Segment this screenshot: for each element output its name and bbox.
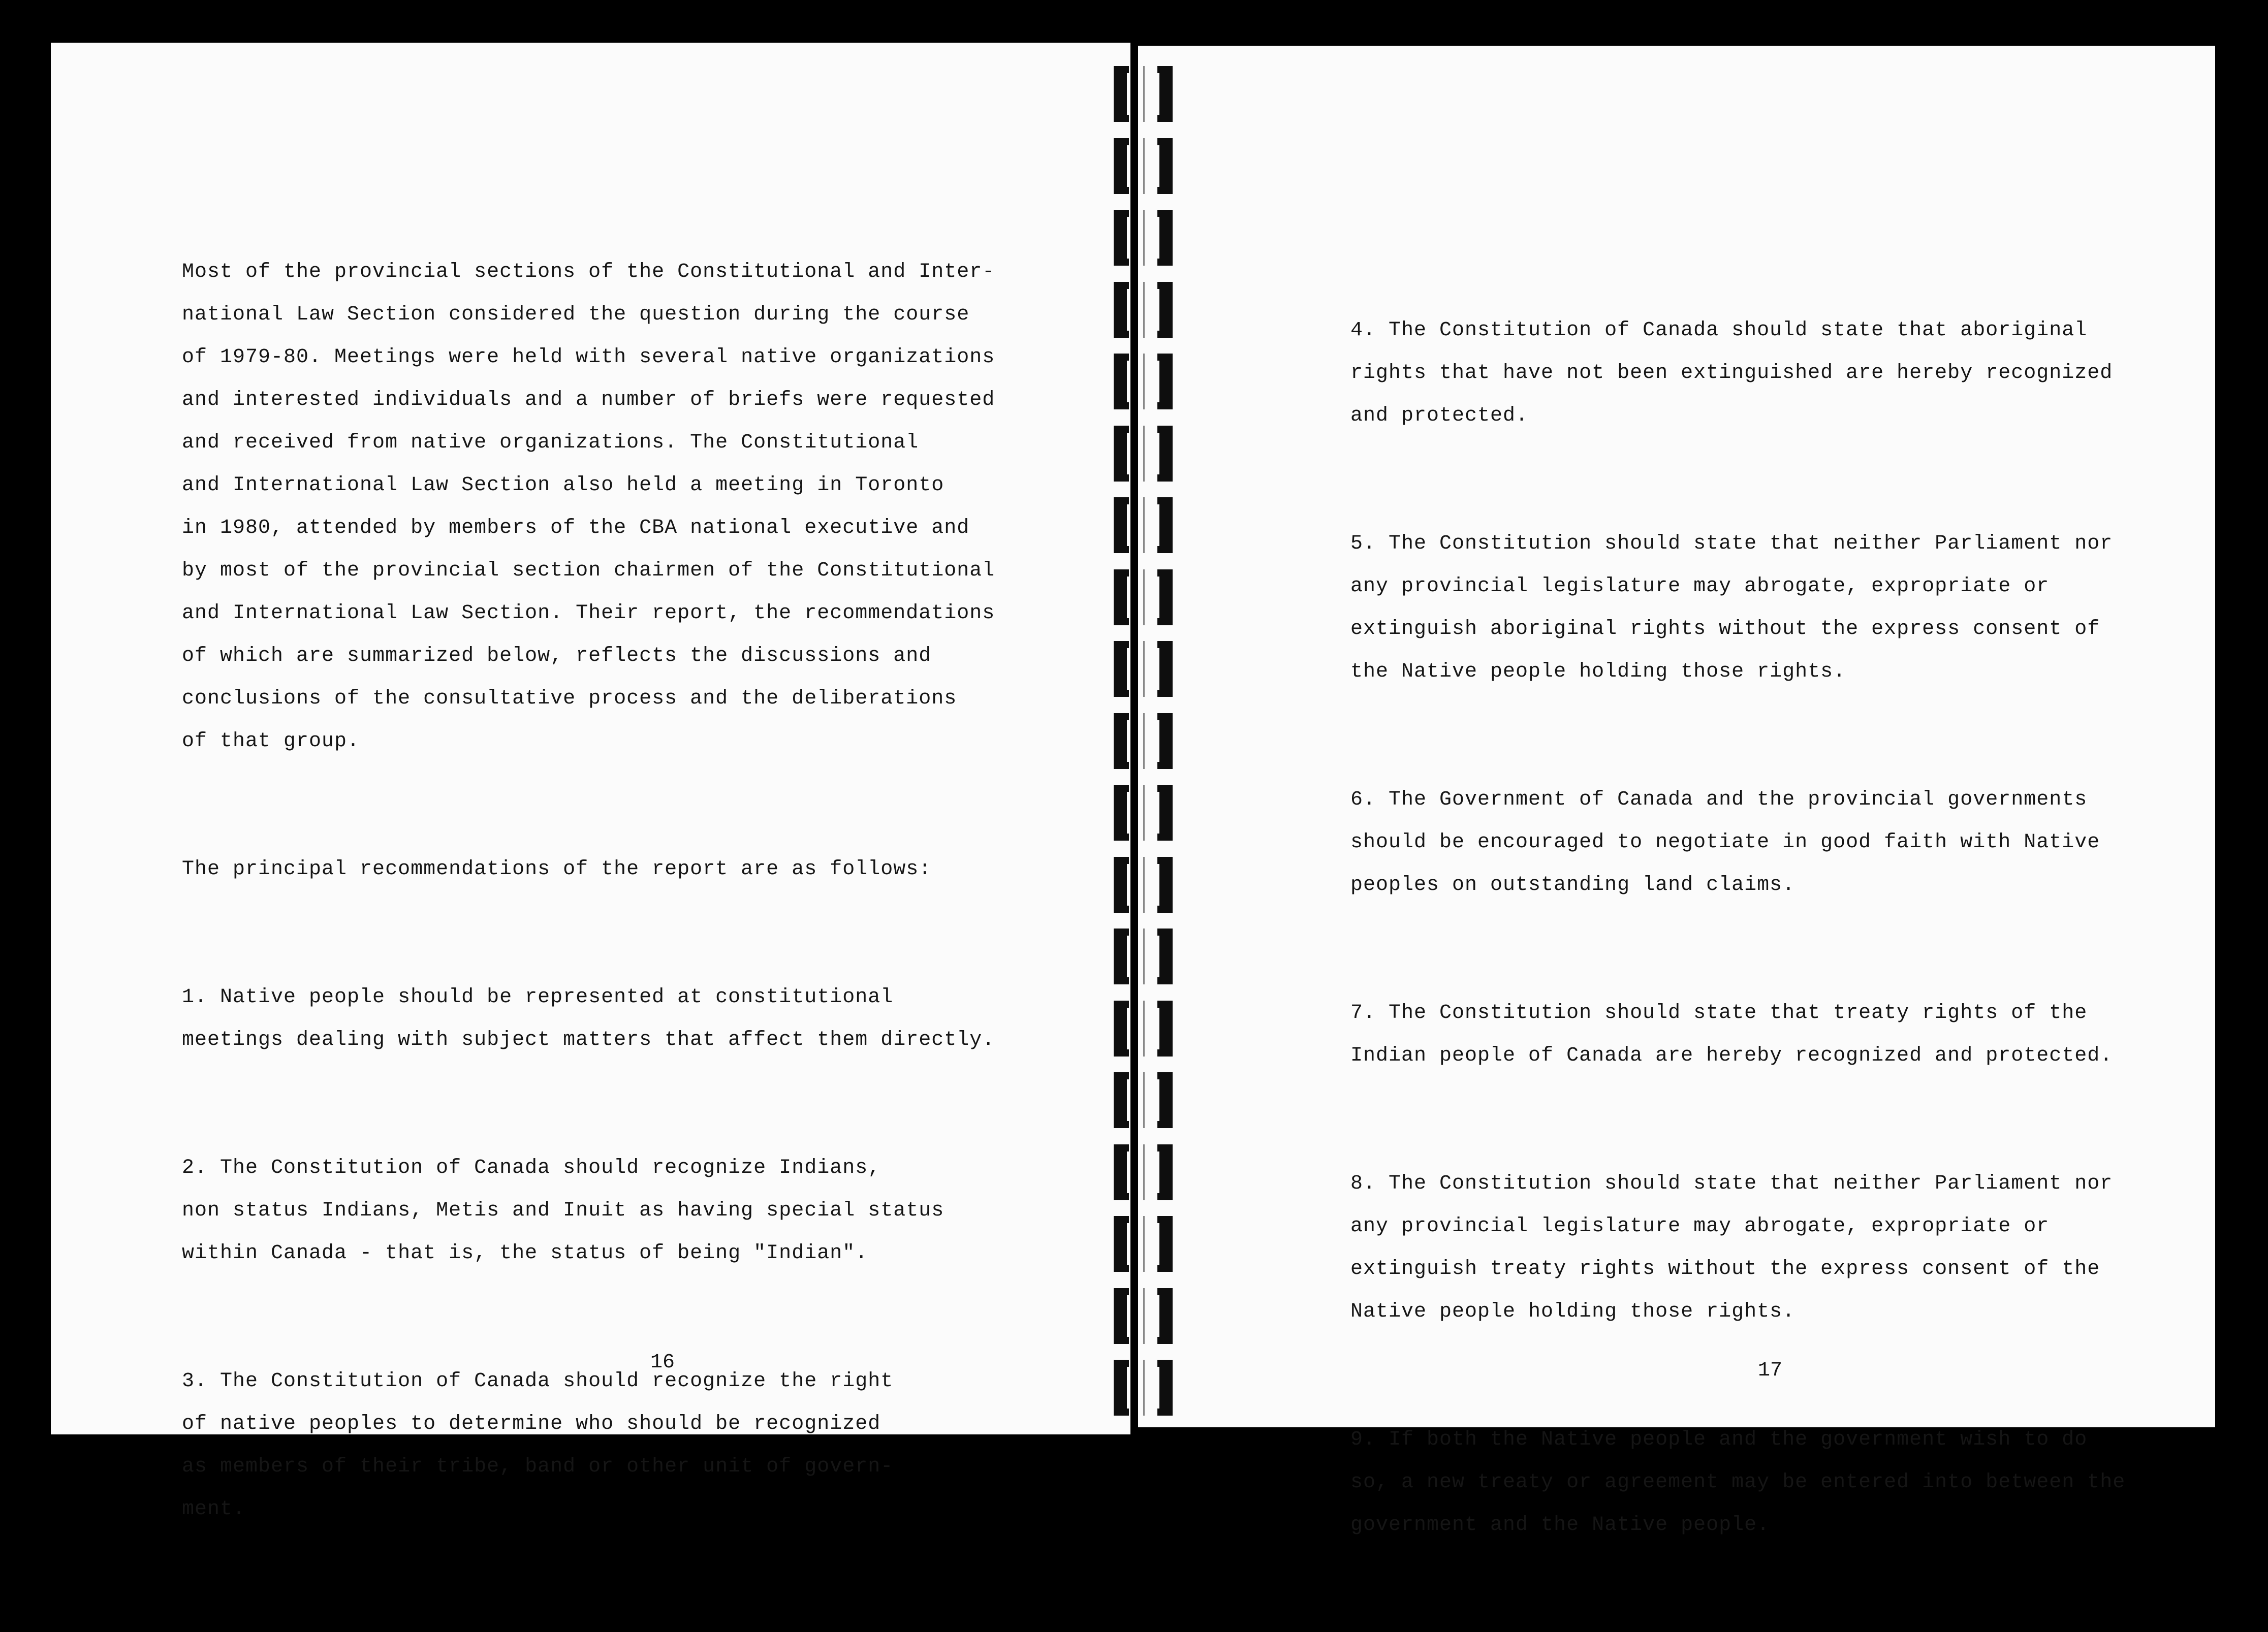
binding-ring (1102, 426, 1184, 482)
binding-ring (1102, 497, 1184, 553)
binding-ring (1102, 785, 1184, 841)
binding-ring (1102, 569, 1184, 625)
binding-ring (1102, 138, 1184, 194)
spiral-binding (1092, 56, 1194, 1427)
left-page-text (182, 208, 1076, 1616)
binding-ring (1102, 1072, 1184, 1128)
recommendation-7: 7. The Constitution should state that treaty rights of the Indian people of Canada are hereby recognized and protected. (1350, 1002, 2113, 1067)
binding-ring (1102, 1001, 1184, 1057)
binding-ring (1102, 1360, 1184, 1416)
intro-paragraph: Most of the provincial sections of the Constitutional and Inter- national Law Section considered the question during the course of 1979-80. Meetings were held with several native organizations and interested individuals and a number of briefs were requested and received from native organizations. The Constitutional and International Law Section also held a meeting in Toronto in 1980, attended by members of the CBA national executive and by most of the provincial section chairmen of the Constitutional and International Law Section. Their report, the recommendations of which are summarized below, reflects the discussions and conclusions of the consultative process and the deliberations of that group. (182, 261, 995, 753)
recommendation-2: 2. The Constitution of Canada should recognize Indians, non status Indians, Metis and Inuit as having special status within Canada - that is, the status of being "Indian". (182, 1157, 944, 1265)
recommendation-6: 6. The Government of Canada and the provincial governments should be encouraged to negotiate in good faith with Native peoples on outstanding land claims. (1350, 788, 2100, 897)
right-page-text (1350, 267, 2245, 1632)
binding-ring (1102, 929, 1184, 984)
binding-ring (1102, 1288, 1184, 1344)
binding-ring (1102, 354, 1184, 409)
recommendation-8: 8. The Constitution should state that neither Parliament nor any provincial legislature may abrogate, expropriate or extinguish treaty rights without the express consent of the Native people holding those rights. (1350, 1172, 2113, 1323)
binding-ring (1102, 210, 1184, 266)
recommendation-1: 1. Native people should be represented at constitutional meetings dealing with subject matters that affect them directly. (182, 986, 995, 1051)
recommendation-5: 5. The Constitution should state that neither Parliament nor any provincial legislature may abrogate, expropriate or extinguish aboriginal rights without the express consent of the Native people holding those rights. (1350, 532, 2113, 683)
binding-ring (1102, 713, 1184, 769)
page-number-left: 16 (650, 1351, 675, 1374)
binding-ring (1102, 1144, 1184, 1200)
binding-ring (1102, 857, 1184, 913)
binding-ring (1102, 1216, 1184, 1272)
binding-ring (1102, 282, 1184, 338)
recommendation-4: 4. The Constitution of Canada should state that aboriginal rights that have not been extinguished are hereby recognized and protected. (1350, 319, 2113, 427)
recommendation-9: 9. If both the Native people and the government wish to do so, a new treaty or agreement may be entered into between the government and the Native people. (1350, 1428, 2126, 1537)
binding-ring (1102, 641, 1184, 697)
binding-ring (1102, 66, 1184, 122)
page-number-right: 17 (1758, 1359, 1783, 1382)
recommendation-3: 3. The Constitution of Canada should recognize the right of native peoples to determine who should be recognized as members of their tribe, band or other unit of govern- ment. (182, 1370, 894, 1521)
recommendations-lead: The principal recommendations of the report are as follows: (182, 858, 932, 881)
